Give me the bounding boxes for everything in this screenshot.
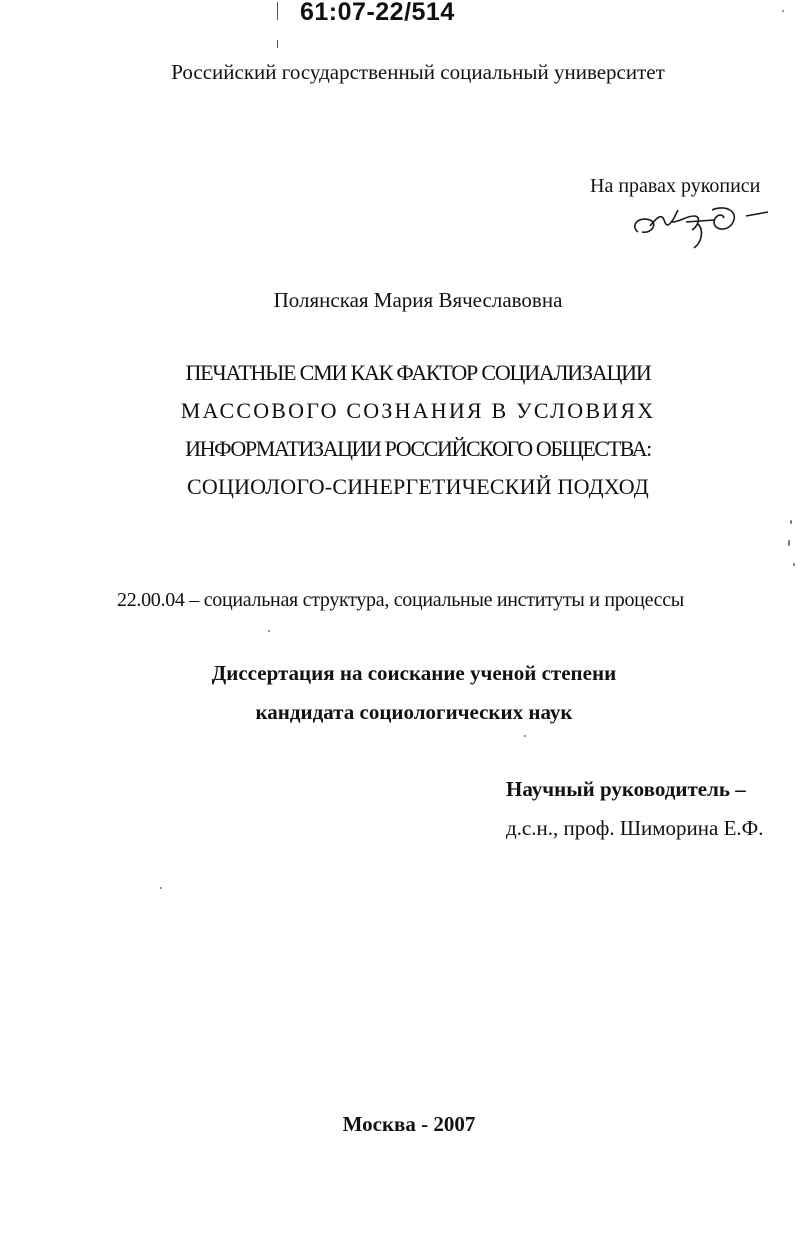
- scan-mark-top: [277, 2, 278, 20]
- title-line-3: ИНФОРМАТИЗАЦИИ РОССИЙСКОГО ОБЩЕСТВА:: [185, 436, 651, 461]
- title-line-1: ПЕЧАТНЫЕ СМИ КАК ФАКТОР СОЦИАЛИЗАЦИИ: [185, 360, 651, 385]
- manuscript-note: На правах рукописи: [590, 175, 761, 197]
- university-name: Российский государственный социальный университет: [171, 60, 665, 84]
- degree-line-1: Диссертация на соискание ученой степени: [211, 661, 617, 685]
- city-year: Москва - 2007: [342, 1112, 476, 1136]
- scan-speck: [268, 630, 270, 632]
- title-line-2: МАССОВОГО СОЗНАНИЯ В УСЛОВИЯХ: [180, 398, 656, 423]
- supervisor-name: д.с.н., проф. Шиморина Е.Ф.: [506, 816, 764, 840]
- signature-icon: [628, 196, 778, 252]
- specialty-code: 22.00.04 – социальная структура, социальные институты и процессы: [117, 589, 684, 611]
- scan-speck: [788, 540, 790, 546]
- supervisor-label: Научный руководитель –: [506, 777, 746, 801]
- scan-speck: [782, 10, 784, 12]
- scan-speck: [524, 735, 526, 737]
- archive-number: 61:07-22/514: [300, 0, 455, 26]
- scan-speck: [160, 887, 162, 889]
- author-name: Полянская Мария Вячеславовна: [273, 288, 563, 312]
- scan-mark-bottom: [277, 40, 278, 48]
- degree-line-2: кандидата социологических наук: [255, 700, 573, 724]
- scan-speck: [793, 563, 795, 566]
- title-line-4: СОЦИОЛОГО-СИНЕРГЕТИЧЕСКИЙ ПОДХОД: [187, 474, 649, 499]
- scan-speck: [790, 520, 792, 524]
